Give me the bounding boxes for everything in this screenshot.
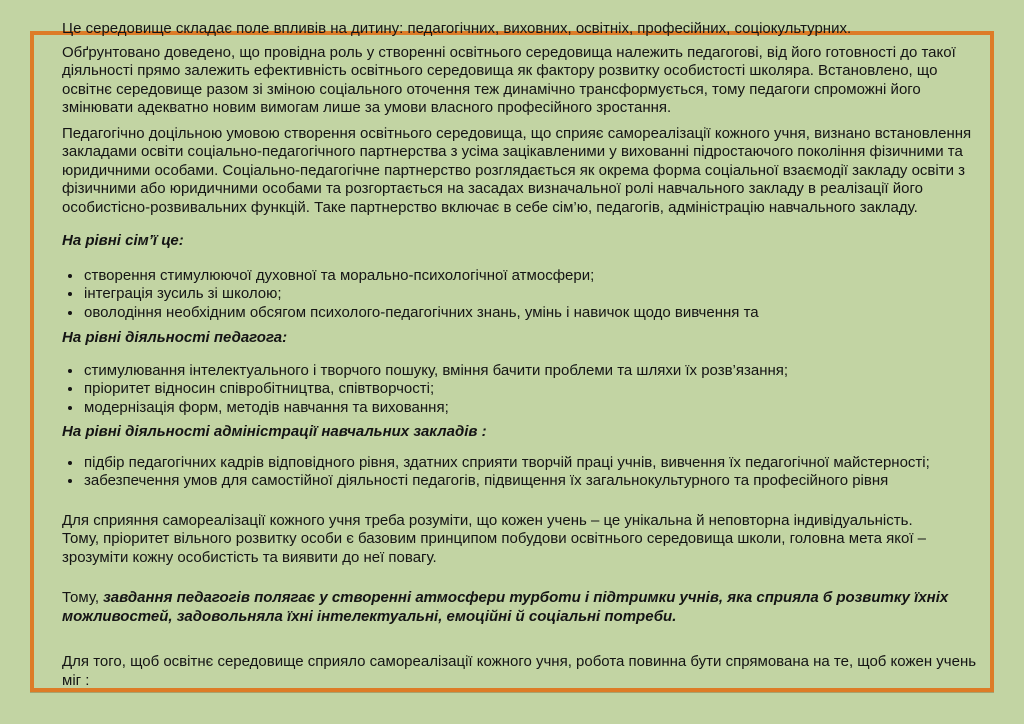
- paragraph-teacher-role: Обґрунтовано доведено, що провідна роль у створенні освітнього середовища належить педагогові, від його готовності до такої діяльності прямо залежить ефективність освітнього середовища як фактору розвитку особистості школяра. Встановлено, що освітнє середовище разом зі зміною соціального оточення теж динамічно трансформується, тому педагоги спроможні його змінювати адекватно новим вимогам лише за умови власного професійного зростання.: [62, 43, 956, 116]
- paragraph-social-pedagogical-partnership: Педагогічно доцільною умовою створення освітнього середовища, що сприяє самореалізації кожного учня, визнано встановлення закладами освіти соціально-педагогічного партнерства з усіма зацікавленими у вихованні підростаючого покоління фізичними та юридичними особами. Соціально-педагогічне партнерство розглядається як окрема форма соціальної взаємодії закладу освіти з фізичними або юридичними особами та розгортається на засадах визначальної ролі навчального закладу в реалізації його особистісно-розвивальних функцій. Таке партнерство включає в себе сім’ю, педагогів, адміністрацію навчального закладу.: [62, 124, 972, 216]
- list-item: • стимулювання інтелектуального і творчого пошуку, вміння бачити проблеми та шляхи їх розв’язання;: [83, 362, 990, 381]
- list-item: • оволодіння необхідним обсягом психолого-педагогічних знань, умінь і навичок щодо вивчення та: [83, 304, 990, 323]
- list-item: • інтеграція зусиль зі школою;: [83, 285, 990, 304]
- bullet-list-teacher-activity: [62, 362, 990, 418]
- paragraph-teachers-task: [62, 589, 990, 626]
- bullet-list-administration: [62, 454, 990, 491]
- paragraph-environment-influences: Це середовище складає поле впливів на дитину: педагогічних, виховних, освітніх, професійних, соціокультурних.: [62, 20, 852, 37]
- list-item: • пріоритет відносин співробітництва, співтворчості;: [83, 380, 990, 399]
- paragraph-individuality-line2: Тому, пріоритет вільного розвитку особи є базовим принципом побудови освітнього середовища школи, головна мета якої – зрозуміти кожну особистість та виявити до неї повагу.: [62, 530, 927, 566]
- paragraph-teachers-task-emphasis: завдання педагогів полягає у створенні атмосфери турботи і підтримки учнів, яка сприяла б розвитку їхніх можливостей, задовольняла їхні інтелектуальні, емоційні й соціальні потреби.: [62, 589, 949, 625]
- heading-administration-level: На рівні діяльності адміністрації навчальних закладів :: [62, 423, 487, 440]
- paragraph-individuality-line1: Для сприяння самореалізації кожного учня треба розуміти, що кожен учень – це унікальна й неповторна індивідуальність.: [62, 511, 913, 529]
- bullet-list-family-level: [62, 267, 990, 323]
- paragraph-individuality: [62, 512, 990, 568]
- heading-family-level: На рівні сім’ї це:: [62, 232, 184, 249]
- list-item: • створення стимулюючої духовної та морально-психологічної атмосфери;: [83, 267, 990, 286]
- slide-content: [62, 20, 990, 690]
- list-item: • підбір педагогічних кадрів відповідного рівня, здатних сприяти творчій праці учнів, вивчення їх педагогічної майстерності;: [83, 454, 990, 473]
- heading-teacher-activity-level: На рівні діяльності педагога:: [62, 329, 288, 346]
- paragraph-conclusion: Для того, щоб освітнє середовище сприяло самореалізації кожного учня, робота повинна бути спрямована на те, щоб кожен учень міг :: [62, 653, 977, 689]
- paragraph-teachers-task-prefix: Тому,: [62, 589, 104, 606]
- list-item: • забезпечення умов для самостійної діяльності педагогів, підвищення їх загальнокультурного та професійного рівня: [83, 472, 990, 491]
- list-item: • модернізація форм, методів навчання та виховання;: [83, 399, 990, 418]
